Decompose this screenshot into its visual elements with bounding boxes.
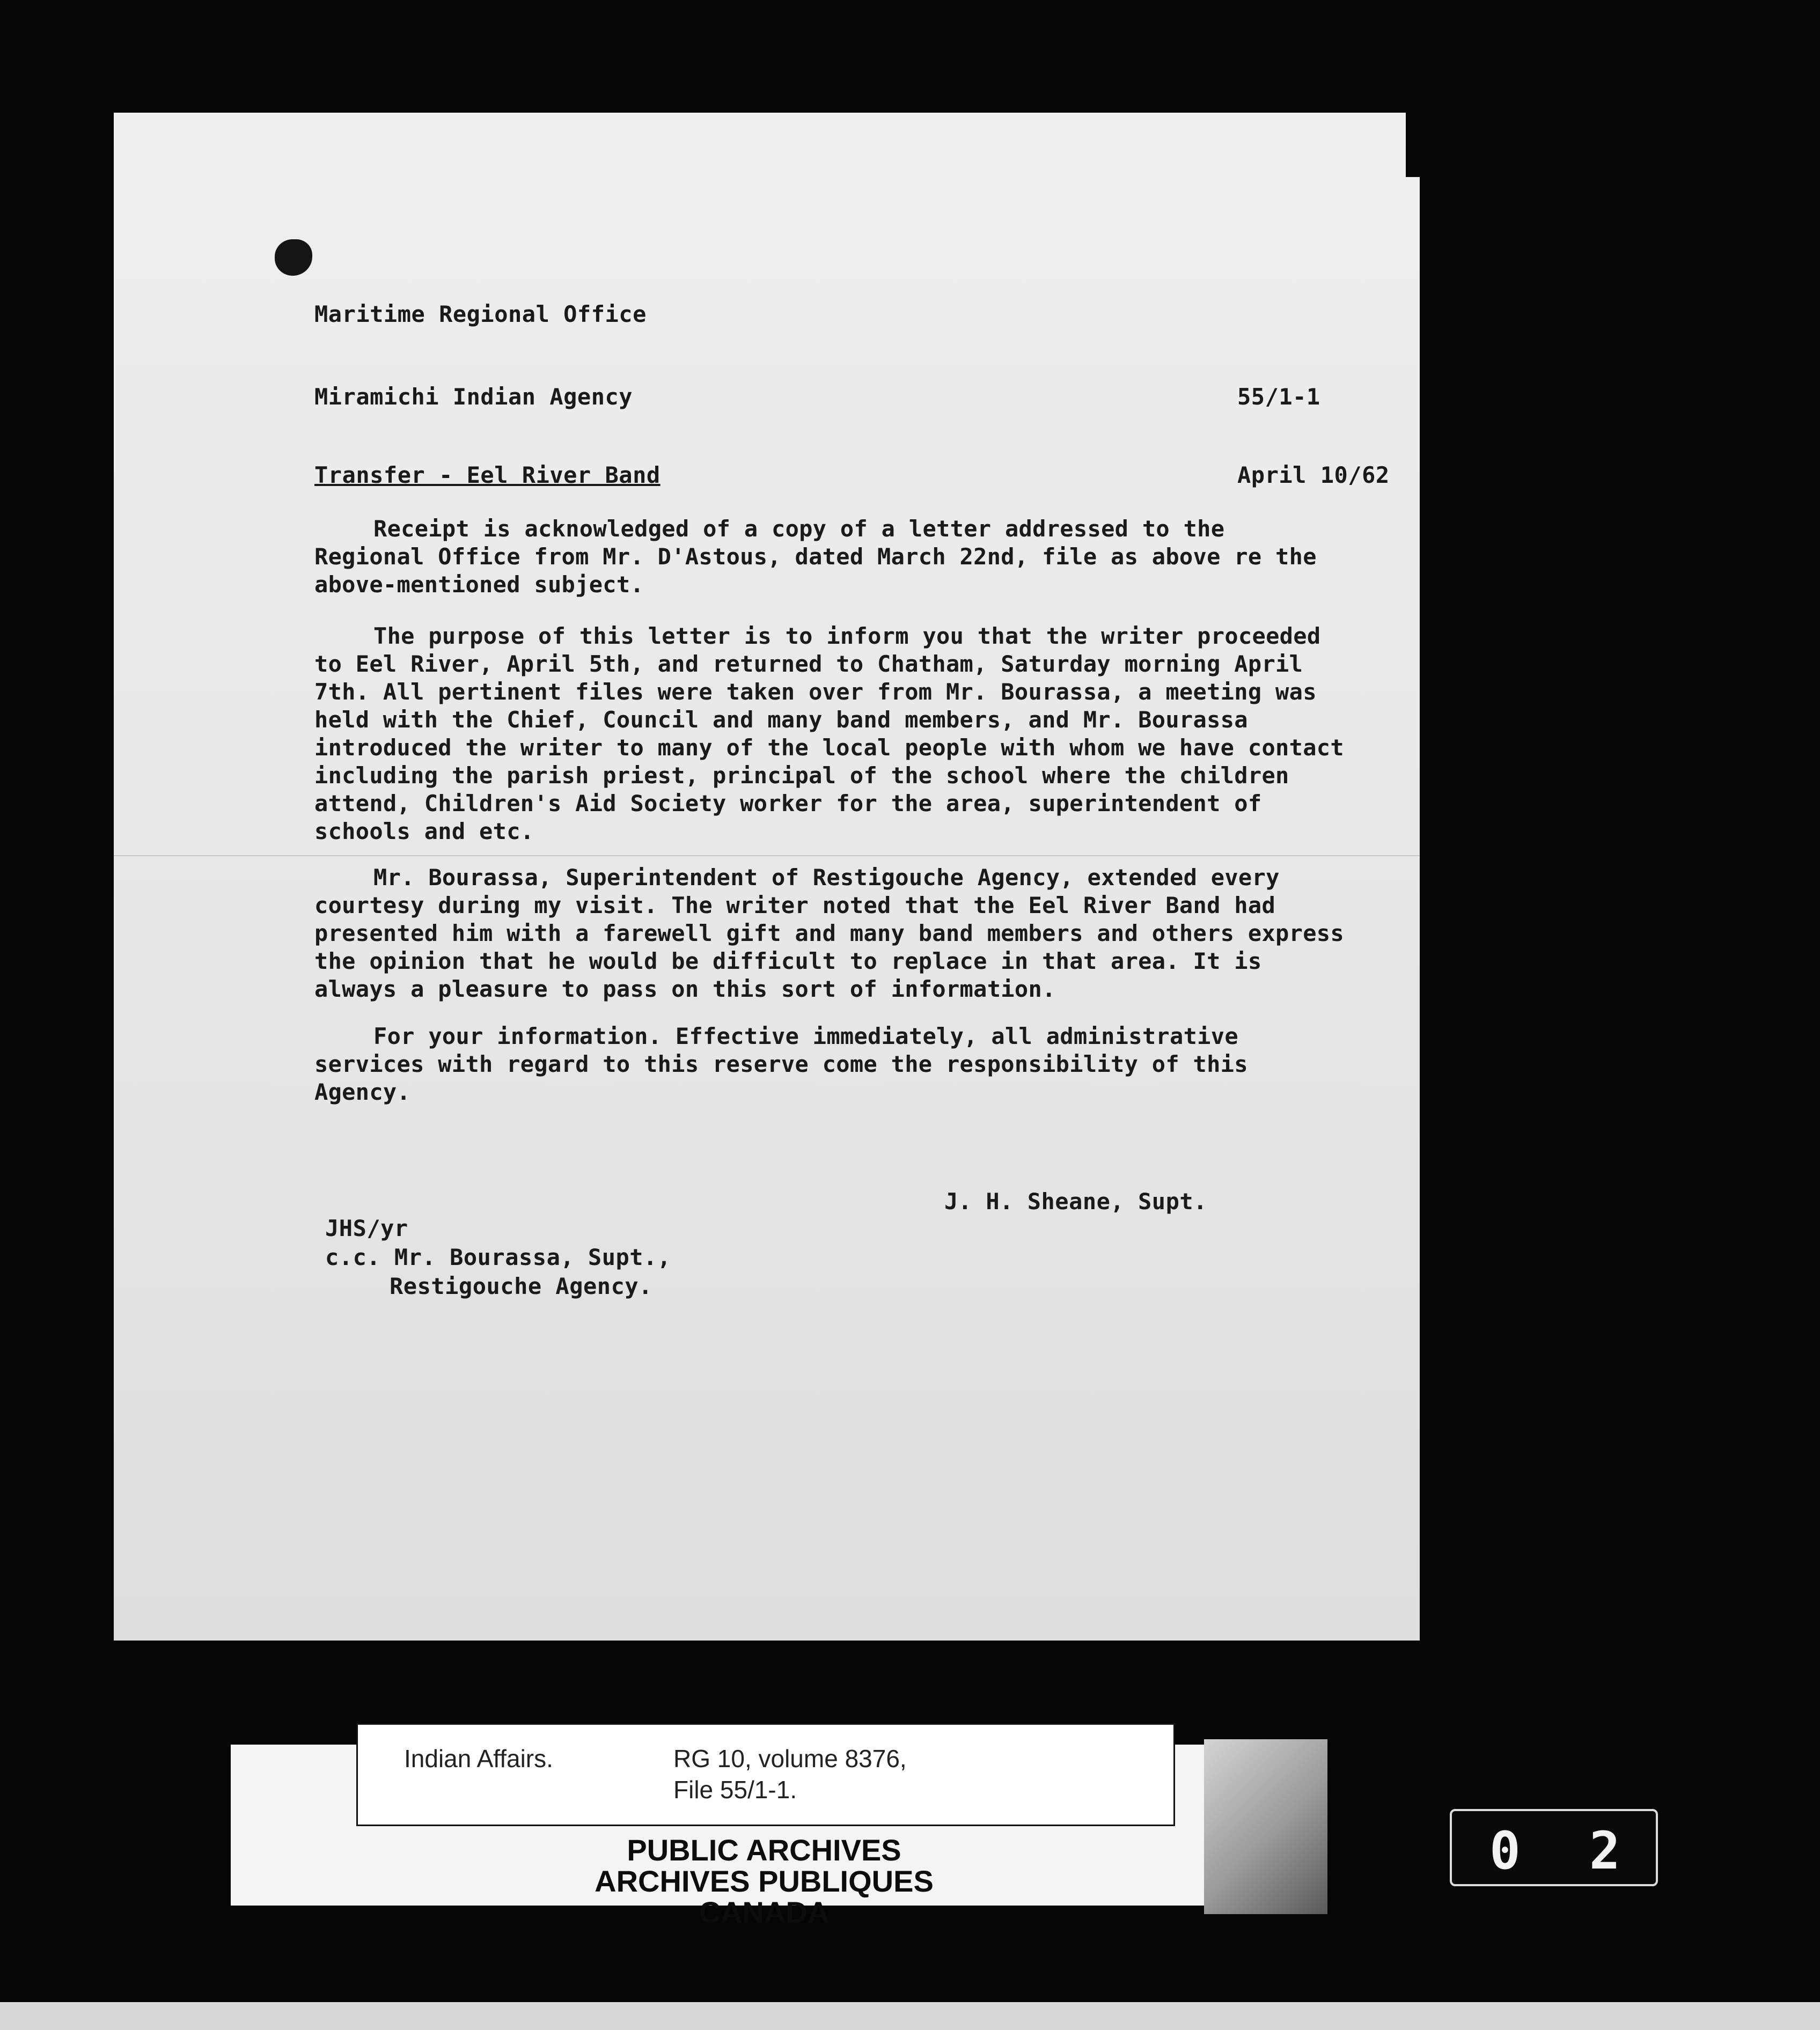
paragraph-text: Receipt is acknowledged of a copy of a letter addressed to the Regional Office from Mr. D'Astous, dated March 22nd, file as above re the above-mentioned subject. (314, 516, 1317, 598)
label-clip (1204, 1739, 1327, 1914)
paragraph-text: The purpose of this letter is to inform you that the writer proceeded to Eel River, April 5th, and returned to Chatham, Saturday morning April 7th. All pertinent files were taken over from Mr. Bourassa, a meeting was held with the Chief, Council and many band members, and Mr. Bourassa introduced the writer to many of the local people with whom we have contact including the parish priest, principal of the school where the children attend, Children's Aid Society worker for the area, superintendent of schools and etc. (314, 623, 1344, 844)
page-corner-notch (1406, 113, 1420, 177)
archives-title-french: ARCHIVES PUBLIQUES (595, 1864, 934, 1898)
subject-line: Transfer - Eel River Band (314, 462, 661, 488)
carbon-copy-line: c.c. Mr. Bourassa, Supt., (325, 1244, 671, 1270)
letter-paragraph-1 (314, 515, 1345, 599)
letter-paragraph-2 (314, 622, 1345, 845)
counter-digit-1: 0 (1489, 1821, 1521, 1881)
archives-country: CANADA (699, 1895, 830, 1929)
letter-date: April 10/62 (1237, 462, 1390, 488)
fonds-name: Indian Affairs. (404, 1745, 553, 1772)
frame-counter (1450, 1809, 1658, 1886)
carbon-copy-agency: Restigouche Agency. (390, 1273, 652, 1299)
letter-paragraph-4 (314, 1023, 1345, 1106)
agency-line: Miramichi Indian Agency (314, 384, 633, 410)
archives-stamp-title (356, 1835, 1172, 1928)
file-number: 55/1-1 (1237, 384, 1320, 410)
archive-reference-strip (356, 1723, 1175, 1826)
letter-paragraph-3 (314, 864, 1345, 1003)
paragraph-text: Mr. Bourassa, Superintendent of Restigouche Agency, extended every courtesy during my visit. The writer noted that the Eel River Band had presented him with a farewell gift and many band members and others express the opinion that he would be difficult to replace in that area. It is always a pleasure to pass on this sort of information. (314, 864, 1344, 1002)
reference-line-2: File 55/1-1. (673, 1776, 797, 1804)
archives-title-english: PUBLIC ARCHIVES (627, 1833, 901, 1867)
page-fold-line (114, 855, 1420, 856)
counter-digit-2: 2 (1589, 1821, 1620, 1881)
film-bottom-edge (0, 2002, 1820, 2030)
paragraph-text: For your information. Effective immediately, all administrative services with regard to this reserve come the responsibility of this Agency. (314, 1023, 1248, 1105)
signature-line: J. H. Sheane, Supt. (944, 1188, 1207, 1215)
reference-line-1: RG 10, volume 8376, (673, 1745, 907, 1772)
addressee-line: Maritime Regional Office (314, 301, 647, 327)
typist-initials: JHS/yr (325, 1215, 408, 1241)
